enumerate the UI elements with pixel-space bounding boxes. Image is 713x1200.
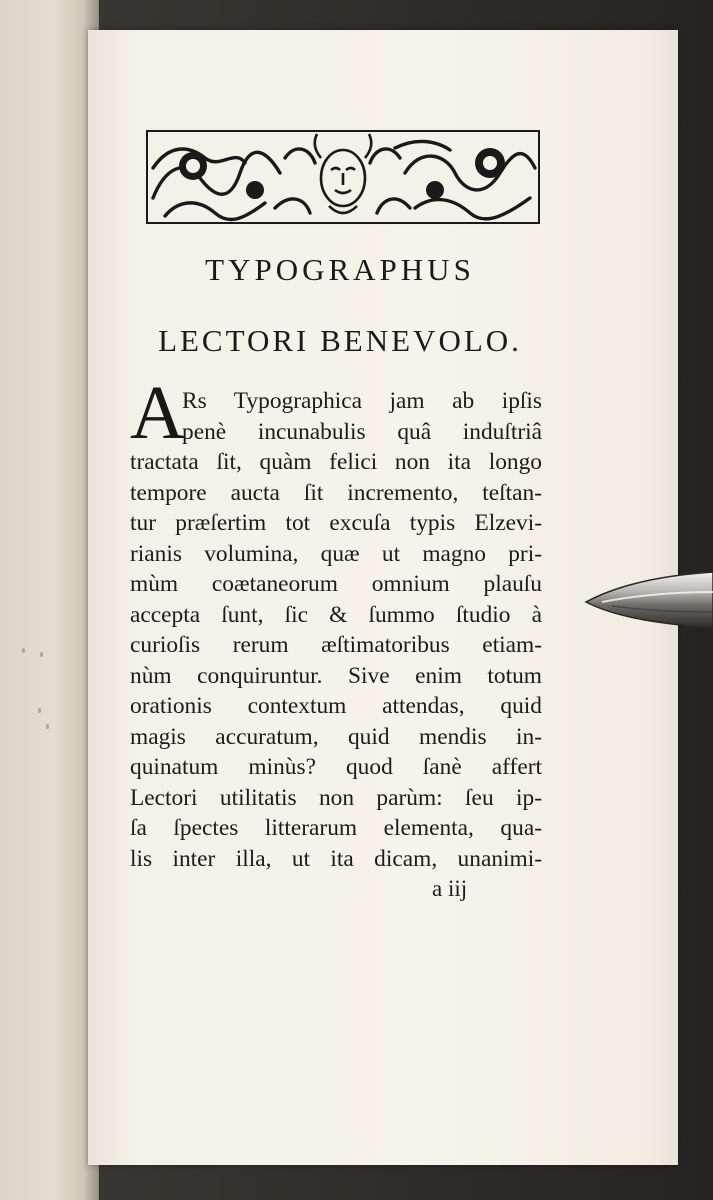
text-line: rianis volumina, quæ ut magno pri- (130, 540, 542, 567)
woodcut-headpiece-icon (145, 128, 541, 226)
text-line: tractata ſit, quàm felici non ita longo (130, 449, 542, 475)
paper-speck (46, 724, 49, 729)
text-line: curioſis rerum æſtimatoribus etiam- (130, 632, 542, 658)
text-line: penè incunabulis quâ induſtriâ (182, 418, 542, 445)
text-line: magis accuratum, quid mendis in- (130, 723, 542, 750)
drop-cap: A (130, 371, 185, 455)
paper-speck (38, 708, 41, 713)
text-line: accepta ſunt, ſic & ſummo ſtudio à (130, 601, 542, 628)
text-line: ſa ſpectes litterarum elementa, qua- (130, 815, 542, 841)
paper-speck (22, 648, 25, 653)
body-paragraph (130, 386, 542, 874)
text-line: tempore aucta ſit incremento, teſtan- (130, 479, 542, 506)
text-line: tur præſertim tot excuſa typis Elzevi- (130, 510, 542, 536)
subtitle-heading: LECTORI BENEVOLO. (158, 323, 522, 358)
pen-nib-icon (582, 566, 713, 636)
text-line: lis inter illa, ut ita dicam, unanimi- (130, 845, 542, 872)
text-line: orationis contextum attendas, quid (130, 693, 542, 719)
facing-page (0, 0, 99, 1200)
title-heading: TYPOGRAPHUS (205, 252, 475, 287)
text-line: quinatum minùs? quod ſanè affert (130, 754, 542, 780)
text-line: Lectori utilitatis non parùm: ſeu ip- (130, 784, 542, 811)
text-line: nùm conquiruntur. Sive enim totum (130, 662, 542, 689)
text-line: Rs Typographica jam ab ipſis (182, 388, 542, 414)
signature-mark: a iij (432, 876, 468, 901)
text-line: mùm coætaneorum omnium plauſu (130, 571, 542, 597)
paper-speck (40, 652, 43, 657)
